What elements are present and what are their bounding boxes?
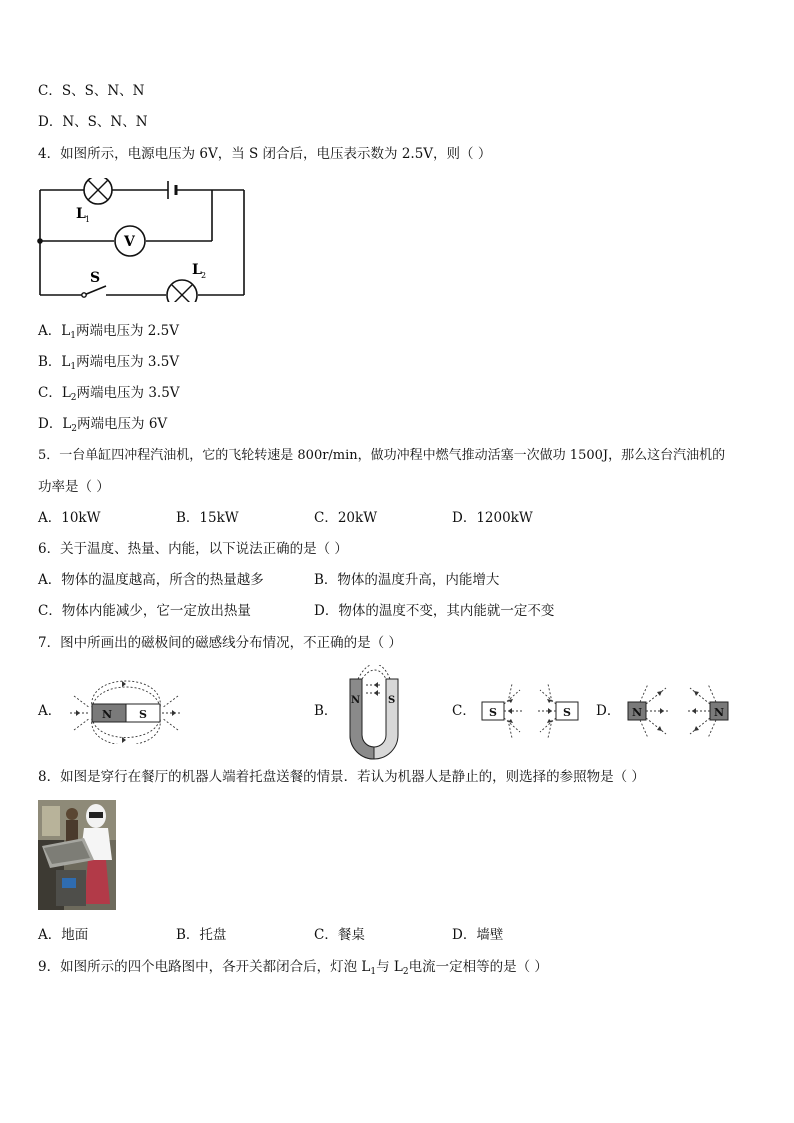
q5-option-d: D．1200kW <box>452 510 533 526</box>
q5-option-c: C．20kW <box>314 510 378 526</box>
lamp-l2-icon <box>167 280 197 302</box>
q6-option-d: D．物体的温度不变，其内能就一定不变 <box>314 603 555 619</box>
q3-option-c: C．S、S、N、N <box>38 83 145 99</box>
q3-option-d: D．N、S、N、N <box>38 114 148 130</box>
fig-a-s-label: S <box>139 708 147 721</box>
label-l2: L <box>192 262 202 278</box>
q8-option-d: D．墙壁 <box>452 927 504 943</box>
q8-stem: 8．如图是穿行在餐厅的机器人端着托盘送餐的情景．若认为机器人是静止的，则选择的参照物是（ ） <box>38 769 645 785</box>
q6-option-a: A．物体的温度越高，所含的热量越多 <box>38 572 264 588</box>
q7-figure-a-bar-magnet <box>66 678 184 744</box>
label-switch: S <box>90 270 101 286</box>
q7-option-d: D． <box>596 703 621 719</box>
q9-stem: 9．如图所示的四个电路图中，各开关都闭合后，灯泡 $L_1$与 $L_2$电流一定相等的是（ ） <box>38 959 548 977</box>
q7-option-a: A． <box>38 703 62 719</box>
q4-option-c: C．$L_2$两端电压为 3.5V <box>38 385 180 403</box>
q4-option-a: A．$L_1$两端电压为 2.5V <box>38 323 179 341</box>
fig-a-n-label: N <box>102 708 113 721</box>
label-l1: L <box>76 206 86 222</box>
q7-figure-b-horseshoe-magnet <box>340 665 408 763</box>
label-l1-sub: 1 <box>85 215 91 224</box>
q5-stem-line1: 5．一台单缸四冲程汽油机，它的飞轮转速是 800r/min，做功冲程中燃气推动活塞一次做功 1500J，那么这台汽油机的 <box>38 448 726 463</box>
q4-option-d: D．$L_2$两端电压为 6V <box>38 416 168 434</box>
q5-stem-line2: 功率是（ ） <box>38 479 110 495</box>
switch-icon <box>82 293 86 297</box>
label-voltmeter: V <box>124 234 135 250</box>
q4-stem: 4．如图所示，电源电压为 6V，当 S 闭合后，电压表示数为 2.5V，则（ ） <box>38 146 492 162</box>
fig-b-s-label: S <box>388 695 396 706</box>
q5-option-b: B．15kW <box>176 510 239 526</box>
q6-option-c: C．物体内能减少，它一定放出热量 <box>38 603 251 619</box>
fig-b-n-label: N <box>351 695 361 706</box>
lamp-l1-icon <box>84 178 112 204</box>
q8-option-a: A．地面 <box>38 927 89 943</box>
fig-c-right-label: S <box>563 706 571 719</box>
q8-option-b: B．托盘 <box>176 927 227 943</box>
q4-circuit-diagram <box>34 178 250 302</box>
q8-option-c: C．餐桌 <box>314 927 365 943</box>
q7-option-c: C． <box>452 703 476 719</box>
fig-d-right-label: N <box>714 706 725 719</box>
q4-option-b: B．$L_1$两端电压为 3.5V <box>38 354 180 372</box>
q7-figure-d-like-poles <box>624 680 732 740</box>
q6-option-b: B．物体的温度升高，内能增大 <box>314 572 500 588</box>
q7-stem: 7．图中所画出的磁极间的磁感线分布情况，不正确的是（ ） <box>38 635 402 651</box>
fig-c-left-label: S <box>489 706 497 719</box>
fig-d-left-label: N <box>632 706 643 719</box>
q7-figure-c-like-poles <box>478 680 582 740</box>
label-l2-sub: 2 <box>201 271 207 280</box>
q8-robot-photo <box>38 800 116 910</box>
q6-stem: 6．关于温度、热量、内能，以下说法正确的是（ ） <box>38 541 348 557</box>
q7-option-b: B． <box>314 703 338 719</box>
q5-option-a: A．10kW <box>38 510 101 526</box>
